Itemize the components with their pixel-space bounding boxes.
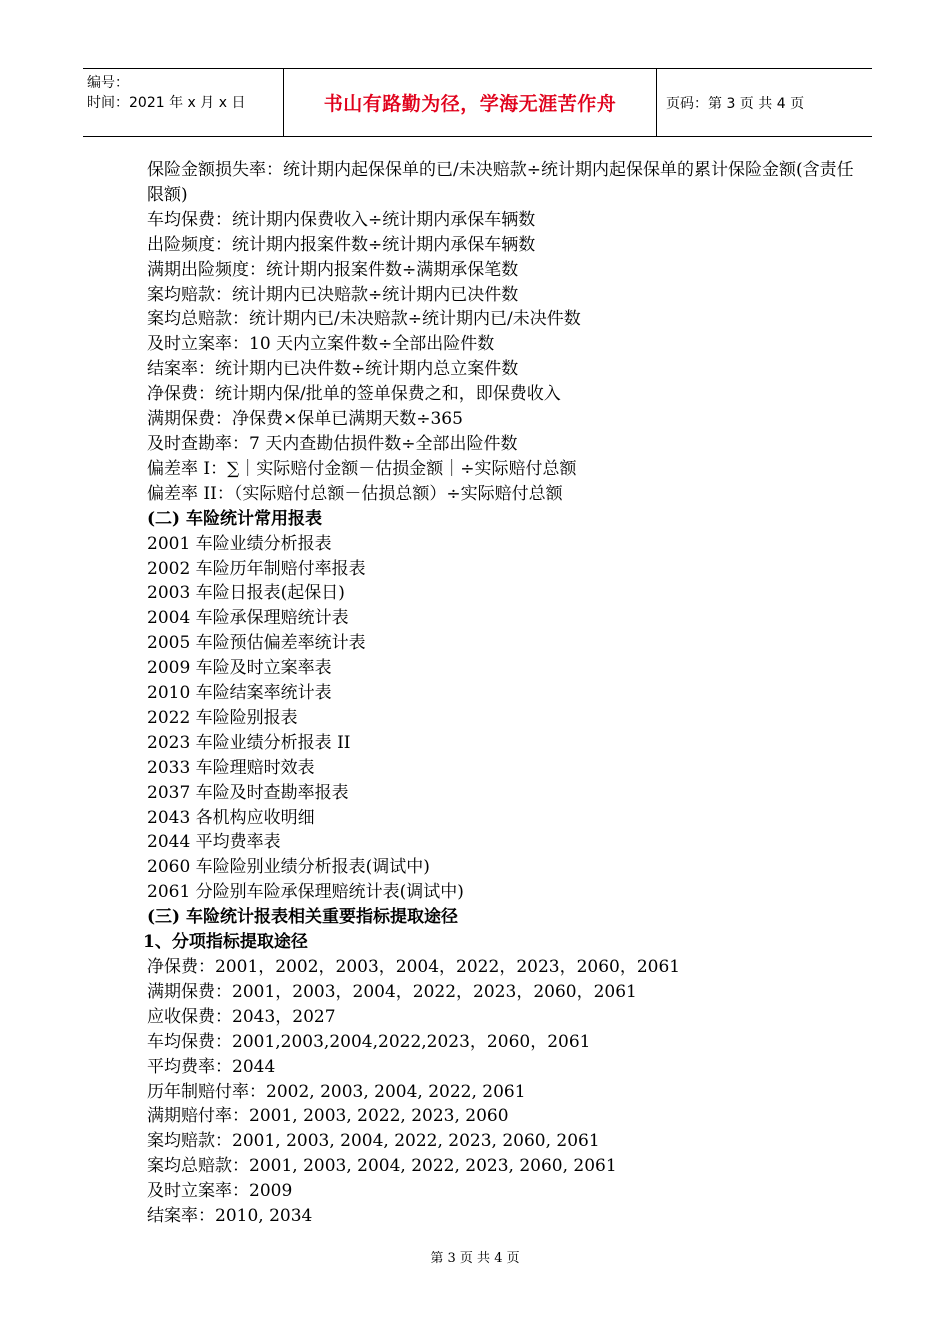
text-line: 及时查勘率：7 天内查勘估损件数÷全部出险件数 xyxy=(147,433,518,454)
section-heading: (三) 车险统计报表相关重要指标提取途径 xyxy=(147,907,459,928)
text-line: 满期出险频度：统计期内报案件数÷满期承保笔数 xyxy=(147,259,519,280)
text-line: 满期赔付率：2001, 2003, 2022, 2023, 2060 xyxy=(147,1106,509,1127)
text-line: 平均费率：2044 xyxy=(147,1056,276,1077)
text-line: 满期保费：2001，2003，2004，2022，2023，2060，2061 xyxy=(147,981,637,1002)
page-footer: 第 3 页 共 4 页 xyxy=(430,1251,520,1266)
section-heading: (二) 车险统计常用报表 xyxy=(147,508,323,529)
text-line: 2004 车险承保理赔统计表 xyxy=(147,608,349,629)
text-line: 车均保费：统计期内保费收入÷统计期内承保车辆数 xyxy=(147,209,536,230)
text-line: 应收保费：2043，2027 xyxy=(147,1006,336,1027)
text-line: 偏差率 I：∑｜实际赔付金额－估损金额｜÷实际赔付总额 xyxy=(147,458,577,479)
header-number-label: 编号： xyxy=(87,75,129,91)
text-line: 结案率：统计期内已决件数÷统计期内总立案件数 xyxy=(147,359,519,380)
document-body xyxy=(143,158,857,1229)
text-line: 偏差率 II：（实际赔付总额－估损总额）÷实际赔付总额 xyxy=(147,483,563,504)
text-line: 出险频度：统计期内报案件数÷统计期内承保车辆数 xyxy=(147,234,536,255)
text-line: 保险金额损失率：统计期内起保保单的已/未决赔款÷统计期内起保保单的累计保险金额(含责任限额) xyxy=(147,160,854,205)
text-line: 2061 分险别车险承保理赔统计表(调试中) xyxy=(147,882,464,903)
text-line: 案均总赔款：2001, 2003, 2004, 2022, 2023, 2060, 2061 xyxy=(147,1156,617,1177)
text-line: 2023 车险业绩分析报表 II xyxy=(147,732,351,753)
text-line: 车均保费：2001,2003,2004,2022,2023，2060，2061 xyxy=(147,1031,591,1052)
section-heading: 1、分项指标提取途径 xyxy=(143,932,308,953)
text-line: 2022 车险险别报表 xyxy=(147,707,298,728)
text-line: 2002 车险历年制赔付率报表 xyxy=(147,558,366,579)
text-line: 2043 各机构应收明细 xyxy=(147,807,315,828)
text-line: 净保费：统计期内保/批单的签单保费之和，即保费收入 xyxy=(147,384,561,405)
text-line: 2060 车险险别业绩分析报表(调试中) xyxy=(147,857,430,878)
header-page-number: 页码：第 3 页 共 4 页 xyxy=(666,95,805,112)
text-line: 及时立案率：2009 xyxy=(147,1181,293,1202)
header-time: 时间：2021 年 x 月 x 日 xyxy=(87,95,246,111)
header-right-cell xyxy=(657,69,872,136)
text-line: 及时立案率：10 天内立案件数÷全部出险件数 xyxy=(147,334,495,355)
text-line: 2010 车险结案率统计表 xyxy=(147,683,332,704)
text-line: 2005 车险预估偏差率统计表 xyxy=(147,633,366,654)
text-line: 满期保费：净保费×保单已满期天数÷365 xyxy=(147,409,463,430)
text-line: 净保费：2001，2002，2003，2004，2022，2023，2060，2061 xyxy=(147,957,681,977)
text-line: 案均赔款：2001, 2003, 2004, 2022, 2023, 2060, 2061 xyxy=(147,1131,600,1152)
text-line: 历年制赔付率：2002, 2003, 2004, 2022, 2061 xyxy=(147,1081,526,1102)
header-middle-cell xyxy=(283,69,657,136)
text-line: 2033 车险理赔时效表 xyxy=(147,757,315,778)
text-line: 2001 车险业绩分析报表 xyxy=(147,533,332,554)
text-line: 案均总赔款：统计期内已/未决赔款÷统计期内已/未决件数 xyxy=(147,309,581,330)
text-line: 2044 平均费率表 xyxy=(147,832,281,853)
page-header xyxy=(83,68,872,137)
text-line: 2003 车险日报表(起保日) xyxy=(147,583,345,604)
text-line: 案均赔款：统计期内已决赔款÷统计期内已决件数 xyxy=(147,284,519,305)
text-line: 2037 车险及时查勘率报表 xyxy=(147,782,349,803)
text-line: 结案率：2010, 2034 xyxy=(147,1206,313,1227)
header-motto: 书山有路勤为径，学海无涯苦作舟 xyxy=(323,93,617,115)
text-line: 2009 车险及时立案率表 xyxy=(147,658,332,679)
header-left-cell xyxy=(83,69,283,136)
